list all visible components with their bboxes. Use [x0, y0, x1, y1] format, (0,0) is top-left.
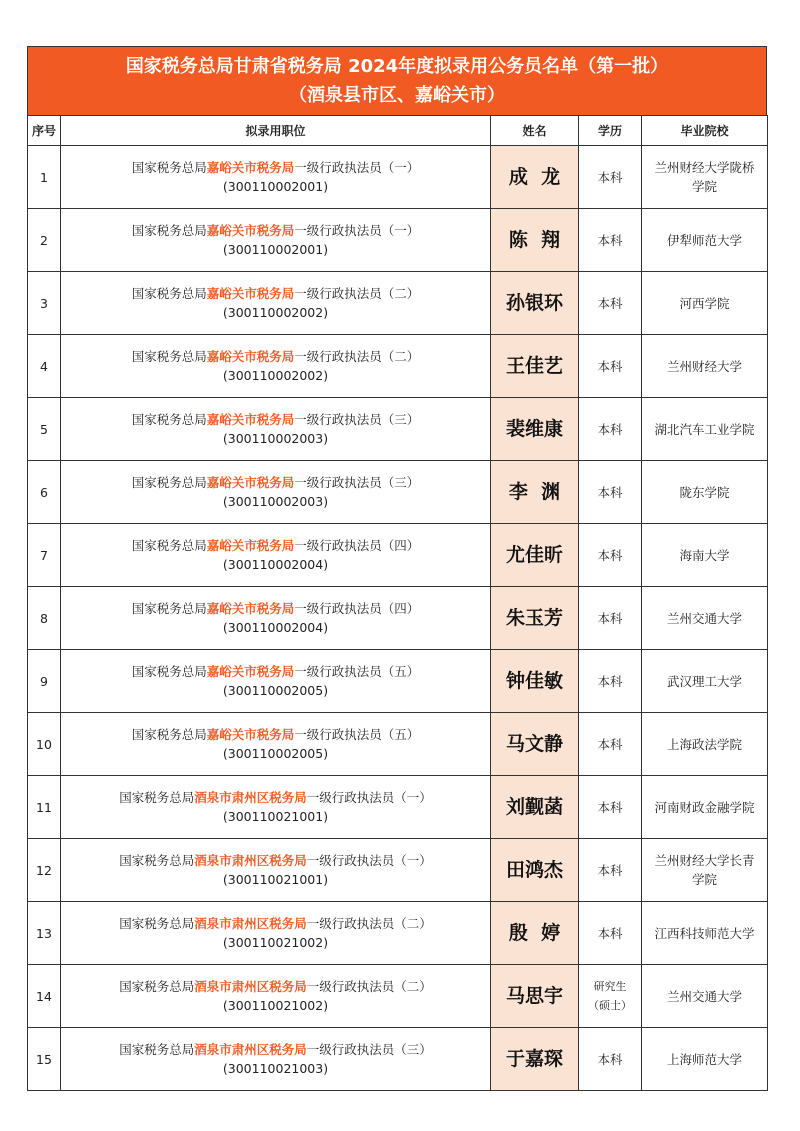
- person-name: 马文静: [491, 713, 579, 776]
- position-prefix: 国家税务总局: [119, 790, 195, 805]
- position-bureau: 酒泉市肃州区税务局: [194, 979, 307, 994]
- position-title: 一级行政执法员（四）: [294, 538, 420, 553]
- education: 本科: [579, 1028, 642, 1091]
- position-bureau: 酒泉市肃州区税务局: [194, 916, 307, 931]
- person-name: 李 渊: [491, 461, 579, 524]
- education: 本科: [579, 902, 642, 965]
- row-number: 14: [28, 965, 61, 1028]
- position-prefix: 国家税务总局: [131, 475, 207, 490]
- person-name: 马思宇: [491, 965, 579, 1028]
- position-code: (300110002001): [222, 242, 329, 257]
- position-code: (300110021001): [222, 872, 329, 887]
- row-number: 5: [28, 398, 61, 461]
- position-prefix: 国家税务总局: [131, 412, 207, 427]
- table-row: [28, 650, 768, 713]
- person-name: 孙银环: [491, 272, 579, 335]
- person-name: 钟佳敏: [491, 650, 579, 713]
- education: 本科: [579, 776, 642, 839]
- position-cell: [61, 461, 491, 524]
- position-bureau: 嘉峪关市税务局: [206, 475, 295, 490]
- position-bureau: 嘉峪关市税务局: [206, 349, 295, 364]
- position-prefix: 国家税务总局: [131, 727, 207, 742]
- position-title: 一级行政执法员（四）: [294, 601, 420, 616]
- position-prefix: 国家税务总局: [131, 160, 207, 175]
- header-position: 拟录用职位: [61, 116, 491, 146]
- position-code: (300110021002): [222, 935, 329, 950]
- position-bureau: 嘉峪关市税务局: [206, 727, 295, 742]
- school: 兰州财经大学陇桥学院: [642, 146, 768, 209]
- table-row: [28, 965, 768, 1028]
- table-row: [28, 1028, 768, 1091]
- position-bureau: 嘉峪关市税务局: [206, 664, 295, 679]
- position-prefix: 国家税务总局: [131, 349, 207, 364]
- position-prefix: 国家税务总局: [131, 538, 207, 553]
- position-code: (300110002002): [222, 305, 329, 320]
- position-bureau: 嘉峪关市税务局: [206, 412, 295, 427]
- table-row: [28, 776, 768, 839]
- position-title: 一级行政执法员（二）: [306, 916, 432, 931]
- row-number: 13: [28, 902, 61, 965]
- education: 本科: [579, 650, 642, 713]
- position-cell: [61, 839, 491, 902]
- school: 伊犁师范大学: [642, 209, 768, 272]
- school: 江西科技师范大学: [642, 902, 768, 965]
- position-title: 一级行政执法员（三）: [306, 1042, 432, 1057]
- position-bureau: 嘉峪关市税务局: [206, 286, 295, 301]
- person-name: 刘觐菡: [491, 776, 579, 839]
- position-title: 一级行政执法员（一）: [294, 160, 420, 175]
- school: 兰州财经大学长青学院: [642, 839, 768, 902]
- roster-table: [27, 115, 768, 1091]
- position-bureau: 酒泉市肃州区税务局: [194, 1042, 307, 1057]
- person-name: 朱玉芳: [491, 587, 579, 650]
- row-number: 2: [28, 209, 61, 272]
- table-row: [28, 713, 768, 776]
- position-code: (300110002003): [222, 431, 329, 446]
- position-code: (300110002005): [222, 746, 329, 761]
- position-cell: [61, 335, 491, 398]
- position-cell: [61, 713, 491, 776]
- position-cell: [61, 902, 491, 965]
- education: 本科: [579, 587, 642, 650]
- person-name: 王佳艺: [491, 335, 579, 398]
- position-title: 一级行政执法员（三）: [294, 475, 420, 490]
- table-row: [28, 839, 768, 902]
- person-name: 陈 翔: [491, 209, 579, 272]
- position-cell: [61, 398, 491, 461]
- position-cell: [61, 587, 491, 650]
- school: 湖北汽车工业学院: [642, 398, 768, 461]
- education: 研究生（硕士）: [579, 965, 642, 1028]
- position-prefix: 国家税务总局: [131, 601, 207, 616]
- position-cell: [61, 272, 491, 335]
- position-cell: [61, 146, 491, 209]
- education: 本科: [579, 335, 642, 398]
- position-code: (300110002002): [222, 368, 329, 383]
- row-number: 9: [28, 650, 61, 713]
- position-title: 一级行政执法员（三）: [294, 412, 420, 427]
- person-name: 裴维康: [491, 398, 579, 461]
- person-name: 殷 婷: [491, 902, 579, 965]
- table-row: [28, 461, 768, 524]
- position-cell: [61, 650, 491, 713]
- row-number: 15: [28, 1028, 61, 1091]
- position-code: (300110002005): [222, 683, 329, 698]
- position-bureau: 嘉峪关市税务局: [206, 538, 295, 553]
- position-title: 一级行政执法员（五）: [294, 664, 420, 679]
- school: 上海政法学院: [642, 713, 768, 776]
- person-name: 尤佳昕: [491, 524, 579, 587]
- position-code: (300110002001): [222, 179, 329, 194]
- education: 本科: [579, 398, 642, 461]
- position-cell: [61, 209, 491, 272]
- school: 兰州财经大学: [642, 335, 768, 398]
- position-bureau: 酒泉市肃州区税务局: [194, 853, 307, 868]
- row-number: 8: [28, 587, 61, 650]
- position-bureau: 嘉峪关市税务局: [206, 223, 295, 238]
- position-prefix: 国家税务总局: [131, 664, 207, 679]
- position-code: (300110002004): [222, 557, 329, 572]
- position-prefix: 国家税务总局: [131, 286, 207, 301]
- education: 本科: [579, 272, 642, 335]
- school: 河南财政金融学院: [642, 776, 768, 839]
- row-number: 7: [28, 524, 61, 587]
- row-number: 10: [28, 713, 61, 776]
- table-row: [28, 335, 768, 398]
- row-number: 4: [28, 335, 61, 398]
- school: 兰州交通大学: [642, 965, 768, 1028]
- row-number: 3: [28, 272, 61, 335]
- document-title: [27, 46, 767, 115]
- position-code: (300110021002): [222, 998, 329, 1013]
- roster-document: [27, 46, 767, 1091]
- position-title: 一级行政执法员（一）: [306, 790, 432, 805]
- position-prefix: 国家税务总局: [119, 1042, 195, 1057]
- row-number: 6: [28, 461, 61, 524]
- position-code: (300110021001): [222, 809, 329, 824]
- table-row: [28, 524, 768, 587]
- table-row: [28, 587, 768, 650]
- school: 上海师范大学: [642, 1028, 768, 1091]
- position-title: 一级行政执法员（二）: [306, 979, 432, 994]
- header-education: 学历: [579, 116, 642, 146]
- education: 本科: [579, 839, 642, 902]
- header-no: 序号: [28, 116, 61, 146]
- person-name: 成 龙: [491, 146, 579, 209]
- table-row: [28, 146, 768, 209]
- position-prefix: 国家税务总局: [119, 979, 195, 994]
- position-title: 一级行政执法员（一）: [306, 853, 432, 868]
- school: 武汉理工大学: [642, 650, 768, 713]
- education: 本科: [579, 209, 642, 272]
- position-code: (300110021003): [222, 1061, 329, 1076]
- school: 河西学院: [642, 272, 768, 335]
- person-name: 于嘉琛: [491, 1028, 579, 1091]
- person-name: 田鸿杰: [491, 839, 579, 902]
- row-number: 11: [28, 776, 61, 839]
- position-bureau: 嘉峪关市税务局: [206, 160, 295, 175]
- position-cell: [61, 1028, 491, 1091]
- table-row: [28, 902, 768, 965]
- education: 本科: [579, 524, 642, 587]
- position-prefix: 国家税务总局: [119, 916, 195, 931]
- position-title: 一级行政执法员（五）: [294, 727, 420, 742]
- position-bureau: 酒泉市肃州区税务局: [194, 790, 307, 805]
- table-row: [28, 272, 768, 335]
- header-school: 毕业院校: [642, 116, 768, 146]
- title-line-2: （酒泉县市区、嘉峪关市）: [289, 85, 505, 106]
- school: 海南大学: [642, 524, 768, 587]
- position-title: 一级行政执法员（二）: [294, 286, 420, 301]
- row-number: 12: [28, 839, 61, 902]
- table-header-row: [28, 116, 768, 146]
- position-bureau: 嘉峪关市税务局: [206, 601, 295, 616]
- table-row: [28, 398, 768, 461]
- position-cell: [61, 776, 491, 839]
- education: 本科: [579, 146, 642, 209]
- position-title: 一级行政执法员（二）: [294, 349, 420, 364]
- position-code: (300110002003): [222, 494, 329, 509]
- header-name: 姓名: [491, 116, 579, 146]
- row-number: 1: [28, 146, 61, 209]
- position-prefix: 国家税务总局: [131, 223, 207, 238]
- position-title: 一级行政执法员（一）: [294, 223, 420, 238]
- education: 本科: [579, 461, 642, 524]
- title-line-1: 国家税务总局甘肃省税务局 2024年度拟录用公务员名单（第一批）: [125, 56, 669, 77]
- education: 本科: [579, 713, 642, 776]
- position-cell: [61, 965, 491, 1028]
- position-cell: [61, 524, 491, 587]
- table-row: [28, 209, 768, 272]
- school: 陇东学院: [642, 461, 768, 524]
- position-code: (300110002004): [222, 620, 329, 635]
- school: 兰州交通大学: [642, 587, 768, 650]
- position-prefix: 国家税务总局: [119, 853, 195, 868]
